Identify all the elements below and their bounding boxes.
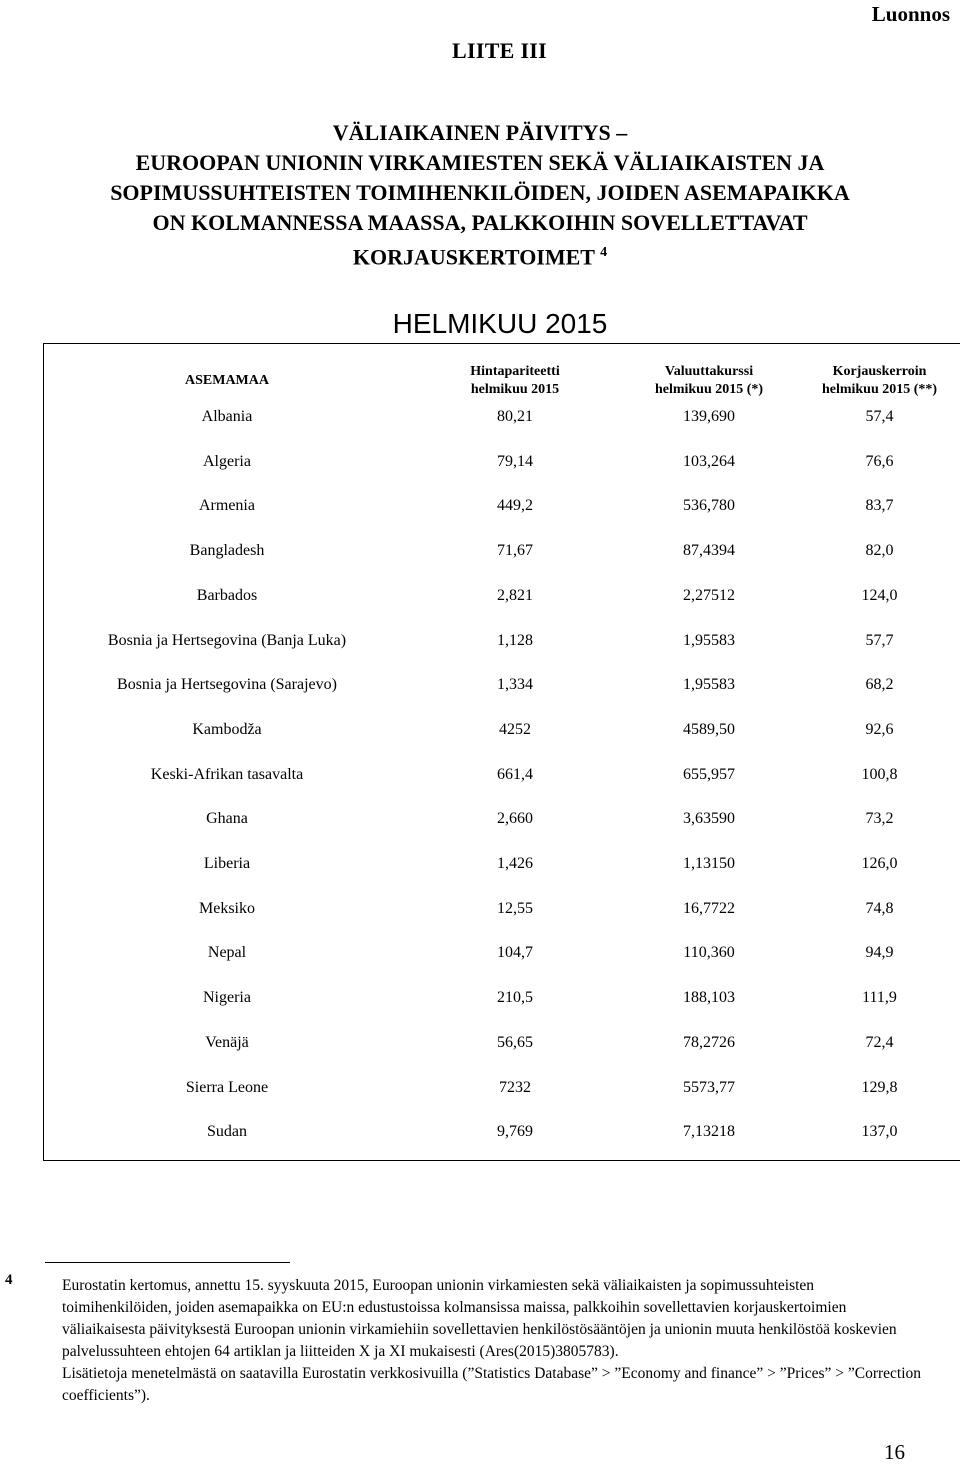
column-header-line: helmikuu 2015 (*) [654, 382, 764, 397]
cell-price-parity: 2,660 [497, 810, 533, 828]
cell-correction-coefficient: 74,8 [865, 899, 894, 917]
cell-correction-coefficient: 94,9 [865, 944, 894, 962]
cell-exchange-rate: 78,2726 [683, 1033, 735, 1051]
heading-line: EUROOPAN UNIONIN VIRKAMIESTEN SEKÄ VÄLIAIKAISTEN JA [135, 150, 825, 175]
cell-price-parity: 2,821 [497, 586, 533, 604]
cell-correction-coefficient: 72,4 [865, 1033, 894, 1051]
cell-price-parity: 4252 [499, 720, 531, 738]
cell-exchange-rate: 2,27512 [683, 586, 735, 604]
cell-exchange-rate: 103,264 [683, 452, 735, 470]
cell-correction-coefficient: 129,8 [861, 1078, 898, 1096]
cell-price-parity: 71,67 [497, 542, 533, 560]
column-header-line: helmikuu 2015 (**) [821, 382, 938, 397]
cell-country: Barbados [196, 586, 258, 604]
cell-exchange-rate: 536,780 [683, 497, 735, 515]
cell-price-parity: 7232 [499, 1078, 531, 1096]
draft-label: Luonnos [871, 2, 950, 26]
cell-exchange-rate: 5573,77 [683, 1078, 735, 1096]
cell-country: Bangladesh [189, 542, 265, 560]
cell-correction-coefficient: 76,6 [865, 452, 894, 470]
table-row [44, 852, 960, 876]
cell-correction-coefficient: 73,2 [865, 810, 894, 828]
cell-correction-coefficient: 92,6 [865, 720, 894, 738]
cell-correction-coefficient: 83,7 [865, 497, 894, 515]
cell-correction-coefficient: 124,0 [861, 586, 898, 604]
cell-correction-coefficient: 137,0 [861, 1123, 898, 1141]
cell-country: Ghana [206, 810, 248, 828]
table-row [44, 986, 960, 1010]
cell-country: Albania [201, 408, 253, 425]
heading-line: ON KOLMANNESSA MAASSA, PALKKOIHIN SOVELLETTAVAT [152, 210, 808, 235]
cell-country: Algeria [203, 452, 251, 470]
cell-exchange-rate: 110,360 [683, 944, 735, 962]
column-header-correction-coefficient [798, 363, 960, 399]
cell-country: Bosnia ja Hertsegovina (Banja Luka) [107, 631, 347, 649]
cell-exchange-rate: 1,95583 [683, 676, 735, 694]
heading-line [0, 238, 960, 272]
cell-exchange-rate: 87,4394 [683, 542, 735, 560]
column-header-line: helmikuu 2015 [470, 382, 560, 397]
table-row [44, 1120, 960, 1144]
table-row [44, 629, 960, 653]
cell-country: Armenia [199, 497, 255, 515]
cell-country: Venäjä [205, 1033, 249, 1051]
annex-title: LIITE III [452, 38, 548, 63]
cell-country: Kambodža [192, 720, 262, 738]
table-row [44, 1031, 960, 1055]
cell-correction-coefficient: 111,9 [862, 989, 897, 1007]
cell-price-parity: 449,2 [497, 497, 533, 515]
column-header-line: ASEMAMAA [185, 373, 269, 388]
cell-price-parity: 104,7 [497, 944, 533, 962]
column-header-exchange-rate [620, 363, 798, 399]
table-row [44, 539, 960, 563]
correction-coefficients-table [43, 343, 960, 1161]
cell-price-parity: 1,426 [497, 855, 533, 872]
footnote-reference: 4 [600, 245, 608, 260]
footnote-separator [45, 1262, 290, 1263]
column-header-price-parity [410, 363, 620, 399]
cell-exchange-rate: 1,95583 [683, 631, 735, 649]
column-header-line: Hintapariteetti [470, 364, 560, 379]
cell-correction-coefficient: 68,2 [865, 676, 894, 694]
cell-price-parity: 661,4 [497, 765, 533, 783]
document-heading [0, 118, 960, 272]
cell-price-parity: 56,65 [497, 1033, 533, 1051]
cell-correction-coefficient: 82,0 [865, 542, 894, 560]
table-row [44, 405, 960, 429]
column-header-country [44, 372, 410, 390]
cell-exchange-rate: 16,7722 [683, 899, 735, 917]
cell-country: Liberia [203, 855, 251, 872]
cell-country: Nepal [207, 944, 247, 962]
heading-line: SOPIMUSSUHTEISTEN TOIMIHENKILÖIDEN, JOIDEN ASEMAPAIKKA [110, 180, 850, 205]
cell-price-parity: 12,55 [497, 899, 533, 917]
cell-exchange-rate: 7,13218 [683, 1123, 735, 1141]
cell-country: Nigeria [203, 989, 251, 1007]
footnote-more-info: Lisätietoja menetelmästä on saatavilla Eurostatin verkkosivuilla (”Statistics Database” > ”Economy and finance” > ”Prices” > ”Correction coefficients”). [62, 1365, 922, 1404]
footnote [62, 1275, 922, 1407]
page-number: 16 [884, 1440, 905, 1464]
cell-price-parity: 1,334 [497, 676, 533, 694]
table-row [44, 584, 960, 608]
cell-exchange-rate: 4589,50 [683, 720, 735, 738]
cell-correction-coefficient: 100,8 [861, 765, 898, 783]
cell-country: Keski-Afrikan tasavalta [150, 765, 304, 783]
table-month-title: HELMIKUU 2015 [392, 308, 608, 339]
table-row [44, 494, 960, 518]
footnote-mark: 4 [5, 1272, 13, 1288]
cell-exchange-rate: 655,957 [683, 765, 735, 783]
table-row [44, 450, 960, 474]
table-row [44, 807, 960, 831]
cell-country: Sudan [207, 1123, 247, 1141]
table-row [44, 718, 960, 742]
table-row [44, 897, 960, 921]
column-header-line: Korjauskerroin [832, 364, 927, 379]
cell-country: Meksiko [199, 899, 255, 917]
table-row [44, 763, 960, 787]
cell-correction-coefficient: 57,4 [865, 408, 894, 425]
cell-country: Bosnia ja Hertsegovina (Sarajevo) [117, 676, 337, 694]
table-row [44, 941, 960, 965]
cell-price-parity: 79,14 [497, 452, 533, 470]
cell-correction-coefficient: 57,7 [865, 631, 894, 649]
cell-price-parity: 80,21 [497, 408, 533, 425]
table-row [44, 1076, 960, 1100]
cell-exchange-rate: 139,690 [683, 408, 735, 425]
footnote-text: Eurostatin kertomus, annettu 15. syyskuuta 2015, Euroopan unionin virkamiesten sekä väliaikaisten ja sopimussuhteisten toimihenkilöiden, joiden asemapaikka on EU:n edustustoissa kolmansissa maissa, palkkoihin sovellettavien korjauskertoimien väliaikaisesta päivityksestä Euroopan unionin virkamiehiin sovellettavien henkilöstösääntöjen ja unionin muuta henkilöstöä koskevien palvelussuhteen ehtojen 64 artiklan ja liitteiden X ja XI mukaisesti (Ares(2015)3805783). [62, 1277, 897, 1360]
cell-country: Sierra Leone [185, 1078, 269, 1096]
cell-exchange-rate: 3,63590 [683, 810, 735, 828]
heading-line-text: KORJAUSKERTOIMET [352, 244, 595, 270]
cell-price-parity: 9,769 [497, 1123, 533, 1141]
table-row [44, 673, 960, 697]
cell-price-parity: 210,5 [497, 989, 533, 1007]
column-header-line: Valuuttakurssi [664, 364, 754, 379]
cell-exchange-rate: 188,103 [683, 989, 735, 1007]
cell-exchange-rate: 1,13150 [683, 855, 735, 872]
cell-price-parity: 1,128 [497, 631, 533, 649]
heading-line: VÄLIAIKAINEN PÄIVITYS – [332, 120, 628, 145]
cell-correction-coefficient: 126,0 [861, 855, 898, 872]
